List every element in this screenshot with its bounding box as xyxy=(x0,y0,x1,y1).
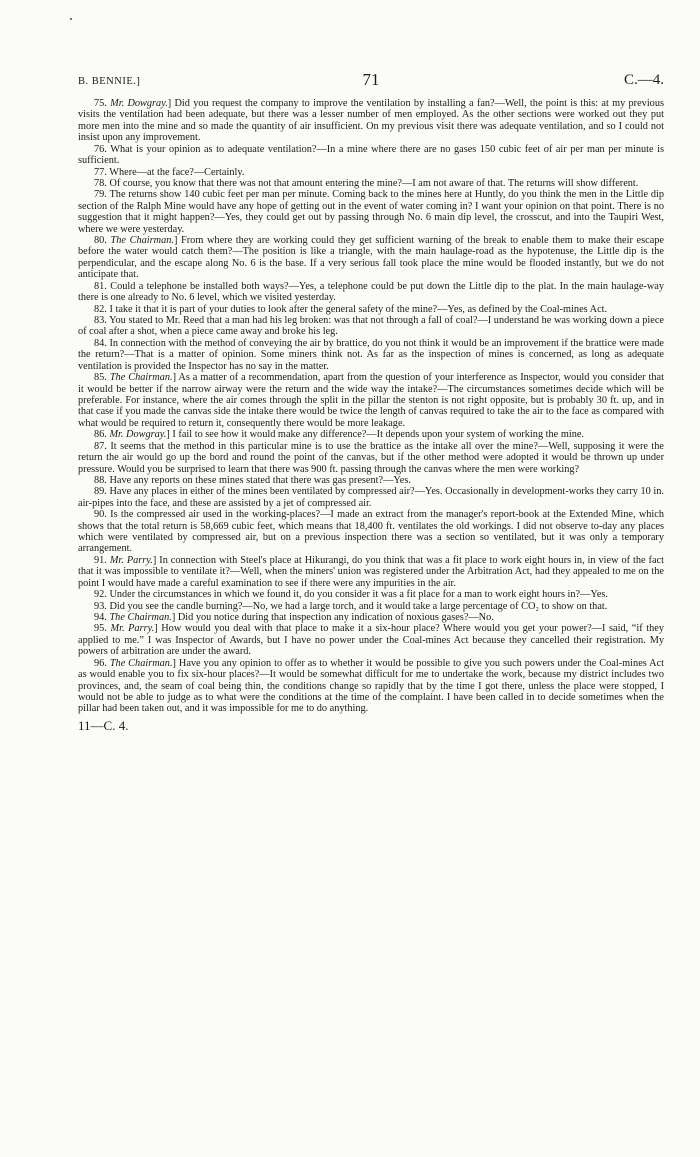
testimony-paragraph xyxy=(78,429,664,440)
testimony-text: Did you see the candle burning?—No, we had a large torch, and it would take a large percentage of CO₂ to show on that. xyxy=(109,600,608,612)
testimony-text: In connection with the method of conveying the air by brattice, do you not think it would be an improvement if the brattice were made the return?—That is a matter of opinion. Some miners think not. As far as the inspection of mines is concerned, as long as adequate ventilation is provided the Inspector has no say in the matter. xyxy=(78,337,664,372)
testimony-paragraph xyxy=(78,623,664,657)
page-header xyxy=(78,70,664,96)
testimony-paragraph xyxy=(78,235,664,281)
speaker-label: The Chairman.] xyxy=(110,235,178,247)
question-number: 80. xyxy=(94,235,107,247)
testimony-text: It seems that the method in this particular mine is to use the brattice as the intake all over the mine?—Well, supposing it were the return the air would go up the bord and round the point of the canvas, but if the other method were adopted it would be thrown up under pressure. Would you be surprised to learn that there was 900 ft. passing through the canvas where the men were working? xyxy=(78,440,664,475)
testimony-text: I take it that it is part of your duties to look after the general safety of the mine?—Yes, as defined by the Coal-mines Act. xyxy=(109,303,608,315)
testimony-paragraph xyxy=(78,509,664,555)
testimony-paragraph xyxy=(78,144,664,167)
testimony-paragraph xyxy=(78,555,664,589)
question-number: 77. xyxy=(94,166,107,178)
testimony-text: The returns show 140 cubic feet per man per minute. Coming back to the mines here at Huntly, do you think the men in the Little dip section of the Ralph Mine would have any hope of getting out in the event of water coming in? I want your opinion on that point. There is no suggestion that it might happen?—Yes, they could get out by passing through No. 6 main dip level, the crosscut, and into the Taupiri West, where we were yesterday. xyxy=(78,189,664,235)
page-footer: 11—C. 4. xyxy=(78,717,129,733)
testimony-text: Have you any opinion to offer as to whether it would be possible to give you such powers under the Coal-mines Act as would enable you to fix six-hour places?—It would be somewhat difficult for me to undertake the work, because my district includes two provinces, and, the seam of coal being thin, the conditions change so rapidly that by the time I got there, unless the place were stopped, I would not be able to judge as to what were the conditions at the time of the complaint. I have been called in to decide sometimes when the pillar had been taken out, and it was impossible for me to do anything. xyxy=(78,657,664,715)
question-number: 93. xyxy=(94,600,107,612)
testimony-text: Have any places in either of the mines been ventilated by compressed air?—Yes. Occasionally in development-works they carry 10 in. air-pipes into the face, and these are assisted by a jet of compressed air. xyxy=(78,486,664,509)
testimony-paragraph xyxy=(78,589,664,600)
testimony-text: From where they are working could they get sufficient warning of the break to enable them to make their escape before the water would catch them?—The position is like a triangle, with the main haulage-road as the hypotenuse, the Little dip is the perpendicular, and the escape along No. 6 is the base. If a very serious fall took place the mine would be flooded instantly, but we do not anticipate that. xyxy=(78,235,664,281)
testimony-text: How would you deal with that place to make it a six-hour place? Where would you get your power?—I said, “if they applied to me.” I was Inspector of Awards, but I have no power under the Coal-mines Act because they cancelled their registration. My powers of arbitration are under the award. xyxy=(78,623,664,658)
question-number: 81. xyxy=(94,280,107,292)
speaker-label: Mr. Dowgray.] xyxy=(109,429,170,441)
testimony-paragraph xyxy=(78,304,664,315)
testimony-paragraph xyxy=(78,281,664,304)
question-number: 96. xyxy=(94,657,107,669)
question-number: 92. xyxy=(94,589,107,601)
question-number: 90. xyxy=(94,509,107,521)
document-page xyxy=(78,70,664,734)
testimony-text: Could a telephone be installed both ways?—Yes, a telephone could be put down the Little dip to the plat. In the main haulage-way there is one already to No. 6 level, which we visited yesterday. xyxy=(78,280,665,304)
speaker-label: Mr. Parry.] xyxy=(110,623,158,635)
testimony-paragraph xyxy=(78,475,664,486)
testimony-paragraph xyxy=(78,98,664,144)
testimony-text: Have any reports on these mines stated that there was gas present?—Yes. xyxy=(109,474,411,486)
testimony-paragraph xyxy=(78,612,664,623)
speaker-label: The Chairman.] xyxy=(109,657,176,669)
testimony-text: Did you notice during that inspection any indication of noxious gases?—No. xyxy=(177,611,494,623)
testimony-paragraph xyxy=(78,189,664,235)
document-body xyxy=(78,98,664,715)
question-number: 94. xyxy=(94,611,107,623)
testimony-paragraph xyxy=(78,178,664,189)
question-number: 82. xyxy=(94,303,107,315)
stray-mark xyxy=(70,18,72,20)
page-number: 71 xyxy=(362,70,380,89)
testimony-text: Of course, you know that there was not that amount entering the mine?—I am not aware of that. The returns will show different. xyxy=(109,177,639,189)
testimony-text: Did you request the company to improve the ventilation by installing a fan?—Well, the point is this: at my previous visits the ventilation had been adequate, but there was a lesser number of men employed. As the other sections were worked out they put more men into the mine and so made the quantity of air insufficient. On my previous visit there was adequate ventilation, and so I could not insist upon any improvement. xyxy=(78,98,664,144)
question-number: 85. xyxy=(94,372,107,384)
testimony-paragraph xyxy=(78,338,664,372)
question-number: 75. xyxy=(94,98,107,109)
testimony-paragraph xyxy=(78,315,664,338)
testimony-text: I fail to see how it would make any difference?—It depends upon your system of working the mine. xyxy=(172,429,584,441)
question-number: 89. xyxy=(94,486,107,498)
question-number: 87. xyxy=(94,440,107,452)
testimony-paragraph xyxy=(78,486,664,509)
question-number: 76. xyxy=(94,143,107,155)
question-number: 95. xyxy=(94,623,107,635)
testimony-text: What is your opinion as to adequate ventilation?—In a mine where there are no gases 150 cubic feet of air per man per minute is sufficient. xyxy=(78,143,664,167)
speaker-label: The Chairman.] xyxy=(109,372,177,384)
testimony-text: In connection with Steel's place at Hikurangi, do you think that was a fit place to work eight hours in, in view of the fact that it was impossible to ventilate it?—Well, when the miners' union was registered under the Arbitration Act, had they appealed to me on the point I would have made a careful examination to see if there were any impurities in the air. xyxy=(78,554,664,589)
testimony-text: You stated to Mr. Reed that a man had his leg broken: was that not through a fall of coal?—I understand he was working down a piece of coal after a shot, when a piece came away and broke his leg. xyxy=(78,315,664,338)
document-code: C.—4. xyxy=(623,72,664,88)
question-number: 79. xyxy=(94,189,107,201)
testimony-text: As a matter of a recommendation, apart from the question of your interference as Inspector, would you consider that it would be better if the narrow airway were the return and the wide way the intake?—The circumstances sometimes decide which will be preferable. For instance, where the air comes through the split in the pillar the stenton is not right opposite, but is probably 30 ft. up, and in that case if you made the canvas side the intake there would be twice the length of canvas required to take the air to the face as compared with what would be required to return it, consequently there would be more leakage. xyxy=(78,372,664,429)
testimony-text: Where—at the face?—Certainly. xyxy=(109,166,245,178)
testimony-paragraph xyxy=(78,167,664,178)
header-witness: B. BENNIE.] xyxy=(78,76,141,87)
testimony-text: Under the circumstances in which we found it, do you consider it was a fit place for a man to work eight hours in?—Yes. xyxy=(109,589,608,601)
question-number: 88. xyxy=(94,474,107,486)
testimony-paragraph xyxy=(78,658,664,715)
question-number: 86. xyxy=(94,429,107,441)
testimony-text: Is the compressed air used in the working-places?—I made an extract from the manager's report-book at the Extended Mine, which shows that the total return is 58,669 cubic feet, which means that 18,400 ft. ventilates the old workings. I did not observe to-day any places which were ventilated by compressed air, but on a previous inspection there was a section so ventilated, but it was only a temporary arrangement. xyxy=(78,509,664,555)
question-number: 84. xyxy=(94,337,107,349)
speaker-label: Mr. Parry.] xyxy=(109,554,157,566)
speaker-label: Mr. Dowgray.] xyxy=(110,98,172,109)
testimony-paragraph xyxy=(78,441,664,475)
testimony-paragraph xyxy=(78,372,664,429)
testimony-paragraph xyxy=(78,601,664,612)
question-number: 78. xyxy=(94,177,107,189)
question-number: 83. xyxy=(94,315,107,327)
question-number: 91. xyxy=(94,554,107,566)
speaker-label: The Chairman.] xyxy=(109,611,176,623)
